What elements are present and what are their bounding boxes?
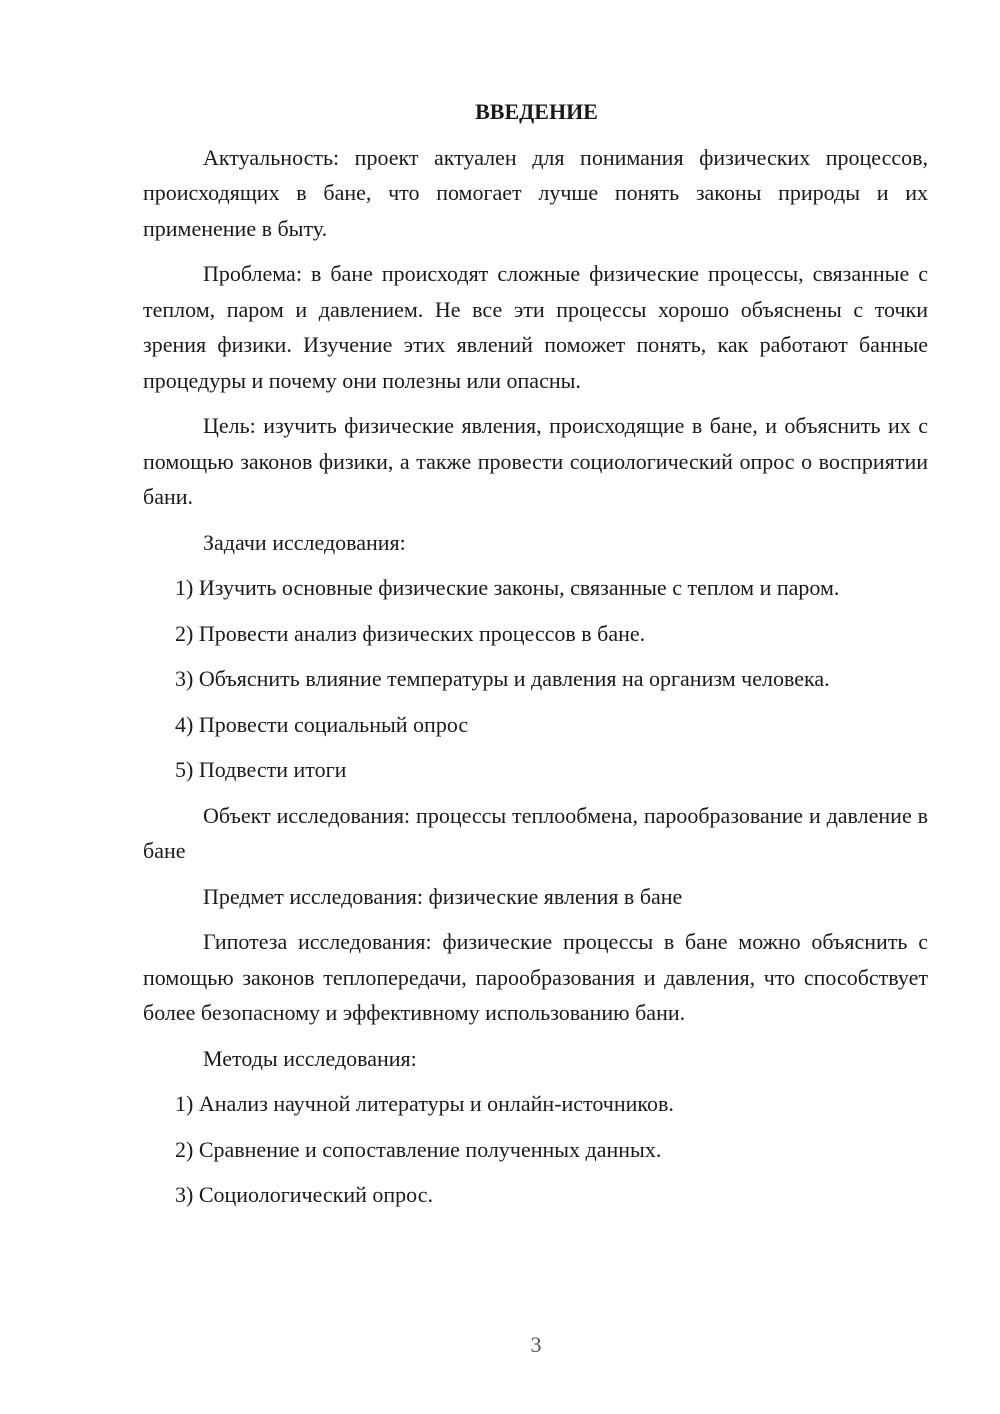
- relevance-paragraph: Актуальность: проект актуален для понимания физических процессов, происходящих в бане, что помогает лучше понять законы природы и их применение в быту.: [143, 144, 928, 241]
- method-item: 3) Социологический опрос.: [175, 1182, 433, 1207]
- object-paragraph: Объект исследования: процессы теплообмена, парообразование и давление в бане: [143, 802, 928, 863]
- task-item: 2) Провести анализ физических процессов в бане.: [175, 620, 646, 646]
- tasks-label: Задачи исследования:: [203, 529, 406, 555]
- section-title: ВВЕДЕНИЕ: [475, 99, 598, 124]
- task-item: 3) Объяснить влияние температуры и давления на организм человека.: [175, 666, 830, 691]
- page-number: 3: [530, 1332, 542, 1357]
- problem-paragraph: Проблема: в бане происходят сложные физические процессы, связанные с теплом, паром и давлением. Не все эти процессы хорошо объяснены с точки зрения физики. Изучение этих явлений поможет понять, как работают банные процедуры и почему они полезны или опасны.: [143, 261, 928, 393]
- subject-paragraph: Предмет исследования: физические явления в бане: [203, 883, 683, 909]
- hypothesis-paragraph: Гипотеза исследования: физические процессы в бане можно объяснить с помощью законов теплопередачи, парообразования и давления, что способствует более безопасному и эффективному использованию бани.: [143, 929, 928, 1025]
- goal-paragraph: Цель: изучить физические явления, происходящие в бане, и объяснить их с помощью законов физики, а также провести социологический опрос о восприятии бани.: [143, 413, 928, 509]
- method-item: 2) Сравнение и сопоставление полученных данных.: [175, 1136, 662, 1162]
- task-item: 4) Провести социальный опрос: [175, 711, 469, 737]
- task-item: 1) Изучить основные физические законы, связанные с теплом и паром.: [175, 575, 840, 600]
- method-item: 1) Анализ научной литературы и онлайн-источников.: [175, 1091, 674, 1116]
- page-content: [143, 94, 928, 1223]
- task-item: 5) Подвести итоги: [175, 757, 347, 782]
- methods-label: Методы исследования:: [203, 1045, 417, 1071]
